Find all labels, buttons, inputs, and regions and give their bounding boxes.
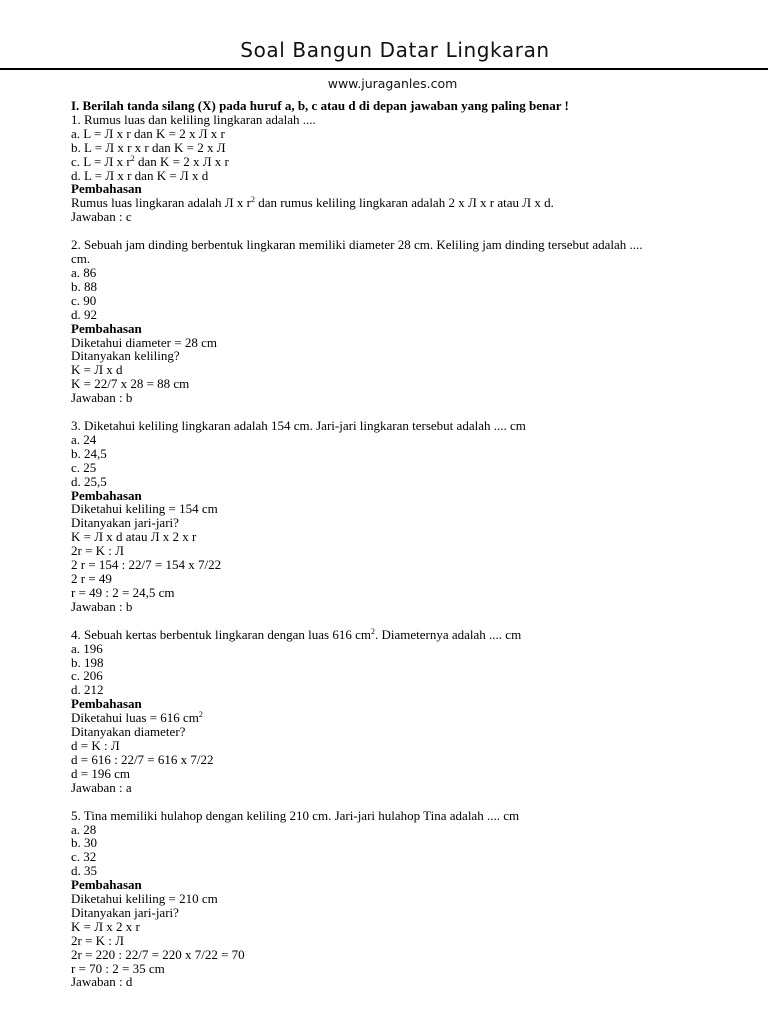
discussion-heading: Pembahasan bbox=[71, 320, 142, 336]
discussion-step: 2r = K : Л bbox=[71, 543, 124, 559]
question-4 bbox=[71, 628, 751, 795]
exponent: 2 bbox=[250, 195, 255, 205]
question-text: 3. Diketahui keliling lingkaran adalah 154 cm. Jari-jari lingkaran tersebut adalah .... cm bbox=[71, 418, 526, 434]
option-d: d. 92 bbox=[71, 306, 97, 322]
question-3 bbox=[71, 419, 751, 614]
question-text: 2. Sebuah jam dinding berbentuk lingkaran memiliki diameter 28 cm. Keliling jam dinding tersebut adalah .... bbox=[71, 237, 643, 253]
website-url: www.juraganles.com bbox=[327, 76, 458, 91]
discussion-step: d = 196 cm bbox=[71, 765, 130, 781]
question-5 bbox=[71, 809, 751, 990]
discussion-step: Ditanyakan jari-jari? bbox=[71, 904, 179, 920]
option-c bbox=[71, 155, 751, 169]
answer: Jawaban : c bbox=[71, 209, 132, 225]
discussion-step: Ditanyakan diameter? bbox=[71, 724, 186, 740]
spacer bbox=[71, 405, 751, 419]
option-d: d. L = Л x r dan K = Л x d bbox=[71, 167, 209, 183]
discussion-step: d = 616 : 22/7 = 616 x 7/22 bbox=[71, 751, 214, 767]
option-b: b. 30 bbox=[71, 835, 97, 851]
option-c: c. 206 bbox=[71, 668, 103, 684]
discussion-text-start: Rumus luas lingkaran adalah Л x r bbox=[71, 195, 251, 211]
discussion-step: K = Л x 2 x r bbox=[71, 918, 140, 934]
discussion-heading: Pembahasan bbox=[71, 487, 142, 503]
discussion-heading: Pembahasan bbox=[71, 181, 142, 197]
answer: Jawaban : b bbox=[71, 598, 133, 614]
option-c: c. 25 bbox=[71, 459, 97, 475]
discussion-step: r = 49 : 2 = 24,5 cm bbox=[71, 584, 175, 600]
discussion-heading: Pembahasan bbox=[71, 696, 142, 712]
discussion-heading: Pembahasan bbox=[71, 877, 142, 893]
discussion-step: 2r = 220 : 22/7 = 220 x 7/22 = 70 bbox=[71, 946, 245, 962]
discussion-step: Ditanyakan keliling? bbox=[71, 348, 180, 364]
question-text: 1. Rumus luas dan keliling lingkaran adalah .... bbox=[71, 111, 316, 127]
option-a: a. 86 bbox=[71, 264, 97, 280]
discussion-text-rest: dan rumus keliling lingkaran adalah 2 x Л x r atau Л x d. bbox=[254, 195, 554, 211]
option-c-text-rest: dan K = 2 x Л x r bbox=[134, 153, 229, 169]
discussion-step: d = K : Л bbox=[71, 737, 120, 753]
option-a: a. 196 bbox=[71, 640, 103, 656]
page-title: Soal Bangun Datar Lingkaran bbox=[240, 38, 550, 62]
discussion-step bbox=[71, 711, 751, 725]
question-text bbox=[71, 628, 751, 642]
answer: Jawaban : a bbox=[71, 779, 132, 795]
discussion-step: 2r = K : Л bbox=[71, 932, 124, 948]
question-text: 5. Tina memiliki hulahop dengan keliling 210 cm. Jari-jari hulahop Tina adalah .... cm bbox=[71, 807, 520, 823]
question-text-continued: cm. bbox=[71, 251, 91, 267]
discussion-step: K = Л x d atau Л x 2 x r bbox=[71, 529, 197, 545]
option-c: c. 90 bbox=[71, 292, 97, 308]
answer: Jawaban : d bbox=[71, 974, 133, 990]
spacer bbox=[71, 224, 751, 238]
discussion-text bbox=[71, 196, 751, 210]
answer: Jawaban : b bbox=[71, 390, 133, 406]
discussion-step: 2 r = 49 bbox=[71, 571, 112, 586]
discussion-step: Ditanyakan jari-jari? bbox=[71, 515, 179, 531]
section-instruction: I. Berilah tanda silang (X) pada huruf a, b, c atau d di depan jawaban yang paling benar ! bbox=[71, 98, 569, 113]
option-c-text: c. L = Л x r bbox=[71, 153, 131, 169]
exponent: 2 bbox=[371, 626, 375, 636]
discussion-step: 2 r = 154 : 22/7 = 154 x 7/22 bbox=[71, 557, 222, 573]
exponent: 2 bbox=[198, 710, 203, 720]
exponent: 2 bbox=[130, 153, 135, 163]
option-d: d. 25,5 bbox=[71, 473, 107, 489]
discussion-step: Diketahui keliling = 210 cm bbox=[71, 891, 218, 907]
option-a: a. L = Л x r dan K = 2 x Л x r bbox=[71, 125, 225, 141]
option-a: a. 24 bbox=[71, 431, 97, 447]
option-b: b. L = Л x r x r dan K = 2 x Л bbox=[71, 139, 226, 155]
option-d: d. 35 bbox=[71, 863, 97, 879]
option-a: a. 28 bbox=[71, 821, 97, 837]
discussion-step: r = 70 : 2 = 35 cm bbox=[71, 960, 165, 976]
spacer bbox=[71, 795, 751, 809]
given-text: Diketahui luas = 616 cm bbox=[71, 710, 199, 726]
question-1 bbox=[71, 113, 751, 224]
option-b: b. 198 bbox=[71, 654, 104, 670]
question-2 bbox=[71, 238, 751, 405]
spacer bbox=[71, 614, 751, 628]
discussion-step: Diketahui diameter = 28 cm bbox=[71, 334, 217, 350]
header-divider bbox=[0, 68, 768, 70]
discussion-step: K = Л x d bbox=[71, 362, 123, 378]
option-d: d. 212 bbox=[71, 682, 104, 698]
discussion-step: Diketahui keliling = 154 cm bbox=[71, 501, 218, 517]
worksheet-body bbox=[71, 99, 751, 989]
option-c: c. 32 bbox=[71, 849, 97, 865]
discussion-step: K = 22/7 x 28 = 88 cm bbox=[71, 376, 190, 392]
question-text-start: 4. Sebuah kertas berbentuk lingkaran dengan luas 616 cm bbox=[71, 626, 371, 642]
question-text-rest: . Diameternya adalah .... cm bbox=[375, 626, 522, 642]
option-b: b. 24,5 bbox=[71, 445, 107, 461]
option-b: b. 88 bbox=[71, 278, 97, 294]
